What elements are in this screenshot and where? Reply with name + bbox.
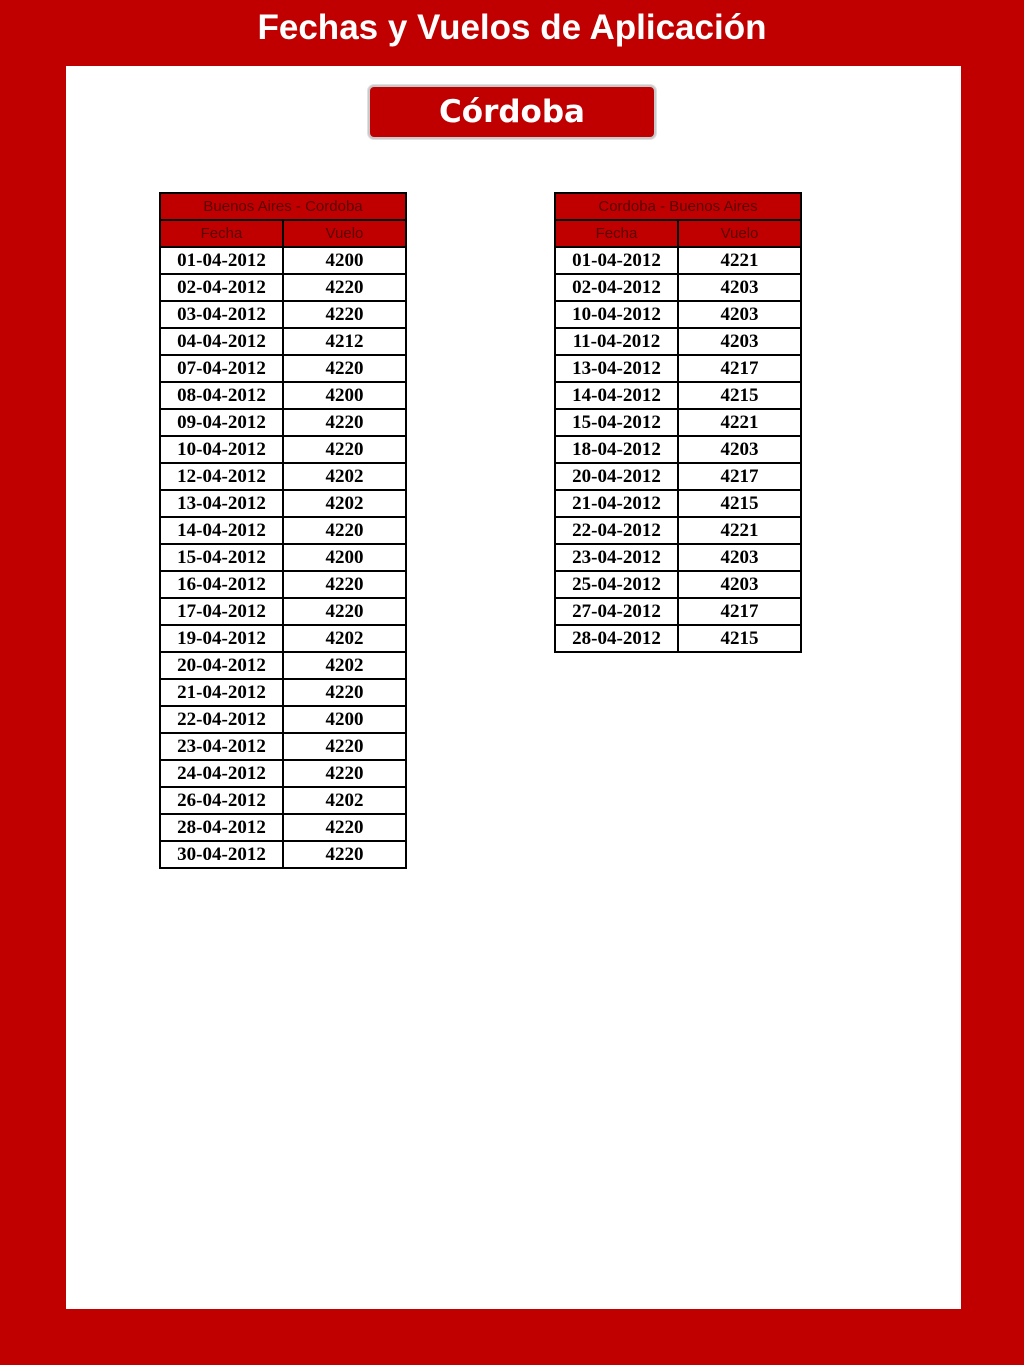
table-row bbox=[160, 382, 406, 409]
date-cell: 01-04-2012 bbox=[555, 247, 678, 274]
date-cell: 21-04-2012 bbox=[160, 679, 283, 706]
date-cell: 15-04-2012 bbox=[160, 544, 283, 571]
table-row bbox=[160, 787, 406, 814]
date-cell: 08-04-2012 bbox=[160, 382, 283, 409]
column-header-fecha: Fecha bbox=[555, 220, 678, 247]
flight-number-cell: 4220 bbox=[283, 301, 406, 328]
date-cell: 27-04-2012 bbox=[555, 598, 678, 625]
table-row bbox=[160, 760, 406, 787]
date-cell: 24-04-2012 bbox=[160, 760, 283, 787]
flight-number-cell: 4221 bbox=[678, 517, 801, 544]
date-cell: 20-04-2012 bbox=[555, 463, 678, 490]
flight-number-cell: 4202 bbox=[283, 652, 406, 679]
table-body bbox=[160, 247, 406, 868]
flight-number-cell: 4215 bbox=[678, 625, 801, 652]
date-cell: 17-04-2012 bbox=[160, 598, 283, 625]
date-cell: 14-04-2012 bbox=[160, 517, 283, 544]
date-cell: 26-04-2012 bbox=[160, 787, 283, 814]
date-cell: 28-04-2012 bbox=[160, 814, 283, 841]
flight-number-cell: 4212 bbox=[283, 328, 406, 355]
date-cell: 19-04-2012 bbox=[160, 625, 283, 652]
flight-number-cell: 4217 bbox=[678, 355, 801, 382]
flight-number-cell: 4200 bbox=[283, 247, 406, 274]
flight-number-cell: 4202 bbox=[283, 625, 406, 652]
date-cell: 22-04-2012 bbox=[555, 517, 678, 544]
flight-number-cell: 4215 bbox=[678, 382, 801, 409]
flight-number-cell: 4215 bbox=[678, 490, 801, 517]
table-row bbox=[555, 517, 801, 544]
route-header: Buenos Aires - Cordoba bbox=[160, 193, 406, 220]
flight-number-cell: 4220 bbox=[283, 274, 406, 301]
date-cell: 10-04-2012 bbox=[160, 436, 283, 463]
table-row bbox=[555, 301, 801, 328]
date-cell: 11-04-2012 bbox=[555, 328, 678, 355]
date-cell: 10-04-2012 bbox=[555, 301, 678, 328]
table-row bbox=[555, 544, 801, 571]
table-row bbox=[160, 544, 406, 571]
table-row bbox=[555, 409, 801, 436]
column-header-fecha: Fecha bbox=[160, 220, 283, 247]
table-row bbox=[160, 409, 406, 436]
table-row bbox=[160, 598, 406, 625]
date-cell: 18-04-2012 bbox=[555, 436, 678, 463]
flight-number-cell: 4203 bbox=[678, 544, 801, 571]
table-row bbox=[555, 382, 801, 409]
table-row bbox=[555, 625, 801, 652]
date-cell: 21-04-2012 bbox=[555, 490, 678, 517]
table-row bbox=[160, 679, 406, 706]
table-body bbox=[555, 247, 801, 652]
table-row bbox=[160, 490, 406, 517]
flights-table-buenos-aires-cordoba bbox=[159, 192, 407, 869]
table-row bbox=[160, 436, 406, 463]
column-header-vuelo: Vuelo bbox=[283, 220, 406, 247]
table-row bbox=[160, 571, 406, 598]
date-cell: 13-04-2012 bbox=[555, 355, 678, 382]
flight-number-cell: 4200 bbox=[283, 544, 406, 571]
flight-number-cell: 4221 bbox=[678, 409, 801, 436]
flight-number-cell: 4220 bbox=[283, 517, 406, 544]
flight-number-cell: 4203 bbox=[678, 328, 801, 355]
table-row bbox=[555, 490, 801, 517]
table-row bbox=[160, 652, 406, 679]
column-header-vuelo: Vuelo bbox=[678, 220, 801, 247]
flight-number-cell: 4220 bbox=[283, 409, 406, 436]
flight-number-cell: 4220 bbox=[283, 760, 406, 787]
date-cell: 07-04-2012 bbox=[160, 355, 283, 382]
table-row bbox=[160, 301, 406, 328]
table-row bbox=[160, 841, 406, 868]
date-cell: 02-04-2012 bbox=[555, 274, 678, 301]
flight-number-cell: 4220 bbox=[283, 814, 406, 841]
date-cell: 09-04-2012 bbox=[160, 409, 283, 436]
table-row bbox=[555, 436, 801, 463]
flight-number-cell: 4202 bbox=[283, 787, 406, 814]
date-cell: 22-04-2012 bbox=[160, 706, 283, 733]
date-cell: 25-04-2012 bbox=[555, 571, 678, 598]
table-row bbox=[160, 706, 406, 733]
flight-number-cell: 4200 bbox=[283, 706, 406, 733]
flight-number-cell: 4220 bbox=[283, 733, 406, 760]
table-row bbox=[160, 733, 406, 760]
content-panel bbox=[66, 66, 961, 1309]
flight-number-cell: 4221 bbox=[678, 247, 801, 274]
table-row bbox=[160, 328, 406, 355]
flight-number-cell: 4203 bbox=[678, 436, 801, 463]
table-row bbox=[555, 274, 801, 301]
route-header: Cordoba - Buenos Aires bbox=[555, 193, 801, 220]
date-cell: 30-04-2012 bbox=[160, 841, 283, 868]
flight-number-cell: 4202 bbox=[283, 490, 406, 517]
date-cell: 20-04-2012 bbox=[160, 652, 283, 679]
table-row bbox=[160, 274, 406, 301]
table-row bbox=[160, 517, 406, 544]
flight-number-cell: 4220 bbox=[283, 841, 406, 868]
date-cell: 13-04-2012 bbox=[160, 490, 283, 517]
table-row bbox=[555, 463, 801, 490]
flight-number-cell: 4203 bbox=[678, 301, 801, 328]
flight-number-cell: 4220 bbox=[283, 355, 406, 382]
flights-table-cordoba-buenos-aires bbox=[554, 192, 802, 653]
date-cell: 04-04-2012 bbox=[160, 328, 283, 355]
date-cell: 02-04-2012 bbox=[160, 274, 283, 301]
date-cell: 16-04-2012 bbox=[160, 571, 283, 598]
date-cell: 23-04-2012 bbox=[555, 544, 678, 571]
date-cell: 12-04-2012 bbox=[160, 463, 283, 490]
flight-number-cell: 4200 bbox=[283, 382, 406, 409]
date-cell: 23-04-2012 bbox=[160, 733, 283, 760]
flight-number-cell: 4217 bbox=[678, 463, 801, 490]
table-row bbox=[160, 625, 406, 652]
city-badge: Córdoba bbox=[368, 85, 656, 139]
flight-number-cell: 4203 bbox=[678, 274, 801, 301]
table-row bbox=[555, 598, 801, 625]
table-row bbox=[160, 814, 406, 841]
flight-number-cell: 4220 bbox=[283, 571, 406, 598]
table-row bbox=[555, 571, 801, 598]
table-row bbox=[555, 355, 801, 382]
table-row bbox=[555, 247, 801, 274]
table-row bbox=[160, 355, 406, 382]
date-cell: 14-04-2012 bbox=[555, 382, 678, 409]
table-row bbox=[555, 328, 801, 355]
date-cell: 15-04-2012 bbox=[555, 409, 678, 436]
flight-number-cell: 4220 bbox=[283, 598, 406, 625]
table-row bbox=[160, 247, 406, 274]
flight-number-cell: 4220 bbox=[283, 679, 406, 706]
flight-number-cell: 4220 bbox=[283, 436, 406, 463]
table-row bbox=[160, 463, 406, 490]
date-cell: 28-04-2012 bbox=[555, 625, 678, 652]
flight-number-cell: 4202 bbox=[283, 463, 406, 490]
flight-number-cell: 4217 bbox=[678, 598, 801, 625]
date-cell: 01-04-2012 bbox=[160, 247, 283, 274]
date-cell: 03-04-2012 bbox=[160, 301, 283, 328]
flight-number-cell: 4203 bbox=[678, 571, 801, 598]
page-title: Fechas y Vuelos de Aplicación bbox=[257, 8, 767, 47]
